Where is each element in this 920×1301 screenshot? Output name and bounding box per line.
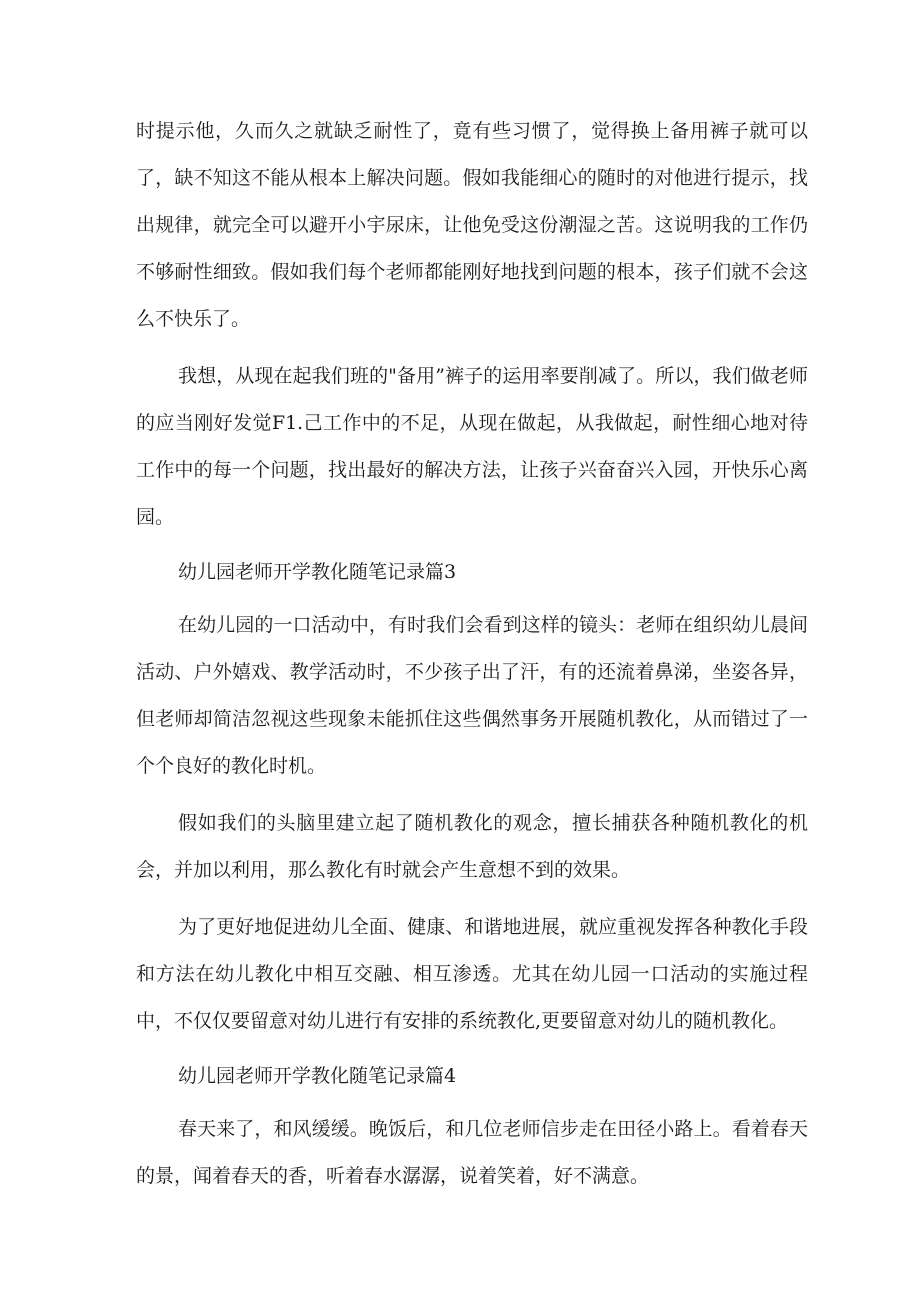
- paragraph-spring: 春天来了，和风缓缓。晚饭后，和几位老师信步走在田径小路上。看着春天的景，闻着春天的香，听着春水潺潺，说着笑着，好不满意。: [136, 1118, 808, 1187]
- paragraph-continuation: 时提示他，久而久之就缺乏耐性了，竟有些习惯了，觉得换上备用裤子就可以了，缺不知这不能从根本上解决问题。假如我能细心的随时的对他进行提示，找出规律，就完全可以避开小宇尿床，让他免受这份潮湿之苦。这说明我的工作仍不够耐性细致。假如我们每个老师都能刚好地找到问题的根本，孩子们就不会这么不快乐了。: [136, 120, 808, 330]
- document-page: [136, 108, 808, 1200]
- paragraph-holistic-development: 为了更好地促进幼儿全面、健康、和谐地进展，就应重视发挥各种教化手段和方法在幼儿教化中相互交融、相互渗透。尤其在幼儿园一口活动的实施过程中，不仅仅要留意对幼儿进行有安排的系统教化,更要留意对幼儿的随机教化。: [136, 916, 808, 1032]
- paragraph-backup-pants: 我想，从现在起我们班的"备用”裤子的运用率要削减了。所以，我们做老师的应当刚好发觉F1.己工作中的不足，从现在做起，从我做起，耐性细心地对待工作中的每一个问题，找出最好的解决方法，让孩子兴奋奋兴入园，开快乐心离园。: [136, 365, 808, 528]
- paragraph-daily-activities: 在幼儿园的一口活动中，有时我们会看到这样的镜头：老师在组织幼儿晨间活动、户外嬉戏、教学活动时，不少孩子出了汗，有的还流着鼻涕，坐姿各异，但老师却简洁忽视这些现象未能抓住这些偶然事务开展随机教化，从而错过了一个个良好的教化时机。: [136, 614, 808, 777]
- section-heading-4: 幼儿园老师开学教化随笔记录篇4: [178, 1065, 457, 1087]
- section-heading-3: 幼儿园老师开学教化随笔记录篇3: [178, 561, 457, 583]
- paragraph-random-education: 假如我们的头脑里建立起了随机教化的观念，擅长捕获各种随机教化的机会，并加以利用，那么教化有时就会产生意想不到的效果。: [136, 812, 808, 881]
